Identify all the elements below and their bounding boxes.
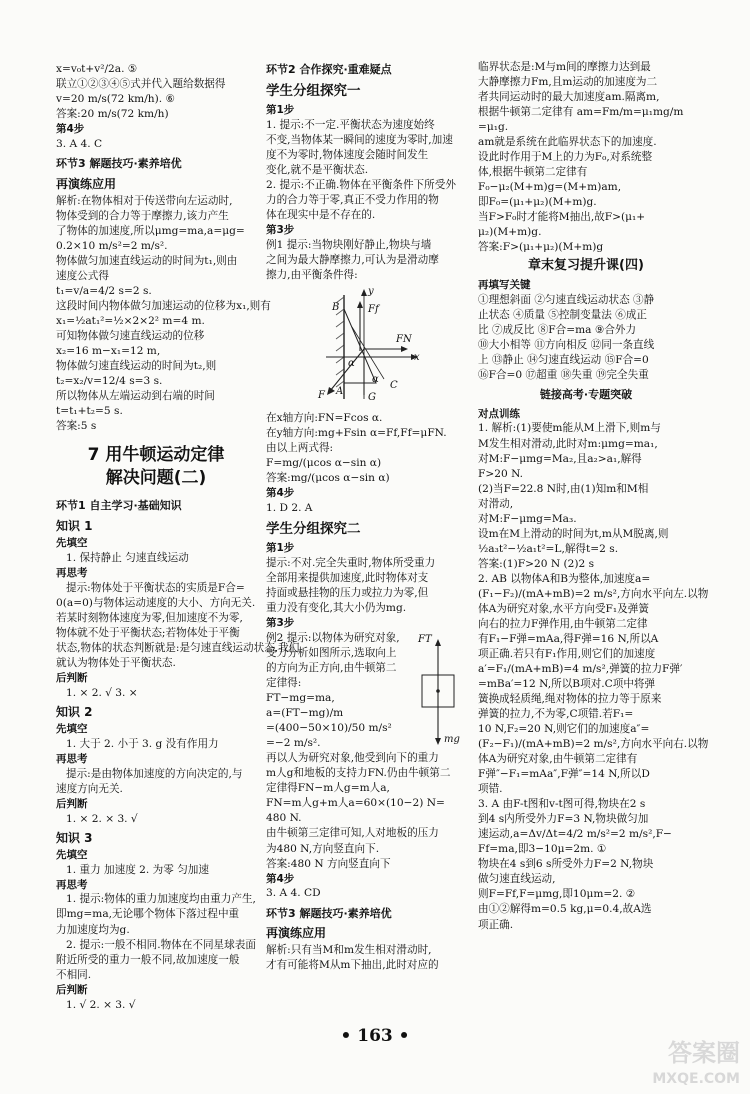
sub-heading: 后判断 <box>56 983 88 996</box>
text-line: 根据牛顿第二定律有 am=Fm/m=μ₁mg/m <box>478 106 684 119</box>
sub-heading: 先填空 <box>56 536 88 549</box>
lesson-title-line-2: 解决问题(二) <box>105 468 207 489</box>
label-b: B <box>332 301 340 313</box>
text-line: =−2 m/s². <box>266 737 321 750</box>
text-line: 由以上两式得: <box>266 441 334 454</box>
text-line: 者共同运动时的最大加速度am.隔离m, <box>478 91 660 104</box>
text-line: (2)当F=22.8 N时,由(1)知m和M相 <box>478 482 649 495</box>
step-label: 第1步 <box>266 542 295 555</box>
text-line: 临界状态是:M与m间的摩擦力达到最 <box>478 61 651 73</box>
text-line: 簧换成轻质绳,绳对物体的拉力等于原来 <box>478 693 662 706</box>
text-line: 为480 N,方向竖直向下. <box>266 842 380 855</box>
text-line: x₁=½at₁²=½×2×2² m=4 m. <box>56 314 205 327</box>
label-mg: mg <box>444 734 460 746</box>
text-line: F弹″−F₁=mAa″,F弹″=14 N,所以D <box>478 768 650 781</box>
text-line: ①理想斜面 ②匀速直线运动状态 ③静 <box>478 293 655 306</box>
section-band: 环节3 解题技巧·素养培优 <box>56 157 182 171</box>
text-line: 的方向为正方向,由牛顿第二 <box>266 662 397 675</box>
text-line: 体,根据牛顿第二定律有 <box>478 166 588 179</box>
text-line: 3. A 4. CD <box>266 887 321 900</box>
text-line: 不变,当物体某一瞬间的速度为零时,加速 <box>266 133 453 146</box>
section-heading: 再演练应用 <box>266 926 327 941</box>
text-line: 不相同. <box>56 968 92 981</box>
label-y: y <box>368 285 374 297</box>
text-line: 即F₀=(μ₁+μ₂)(M+m)g. <box>478 196 597 209</box>
text-line: 物体做匀速直线运动的时间为t₂,则 <box>56 360 217 373</box>
text-line: 例2 提示:以物体为研究对象, <box>266 632 400 645</box>
sub-heading: 再思考 <box>56 566 88 579</box>
text-line: 1. 解析:(1)要使m能从M上滑下,则m与 <box>478 422 661 435</box>
text-line: ½a₃t²−½a₁t²=L,解得t=2 s. <box>478 542 619 555</box>
text-line: m人g和地板的支持力FN.仍由牛顿第二 <box>266 767 451 780</box>
section-subtitle: 链接高考·专题突破 <box>539 387 633 401</box>
text-line: 2. 提示:不正确.物体在平衡条件下所受外 <box>266 178 456 191</box>
text-line: 再以人为研究对象,他受到向下的重力 <box>266 752 439 765</box>
text-line: 例1 提示:当物块刚好静止,物块与墙 <box>266 238 432 251</box>
text-line: 提示:不对.完全失重时,物体所受重力 <box>266 557 436 570</box>
text-line: 即mg=ma,无论哪个物体下落过程中重 <box>56 908 240 921</box>
text-line: 答案:mg/(μcos α−sin α) <box>266 472 390 485</box>
step-label: 第1步 <box>266 103 295 116</box>
text-line: 比 ⑦成反比 ⑧F合=ma ⑨合外力 <box>478 323 637 336</box>
text-line: 物块在4 s到6 s所受外力F=2 N,物块 <box>478 858 654 871</box>
text-line: 答案:20 m/s(72 km/h) <box>56 108 169 121</box>
text-line: t₂=x₂/v=12/4 s=3 s. <box>56 375 163 388</box>
sub-heading: 再思考 <box>56 878 88 891</box>
group-heading: 学生分组探究一 <box>266 82 361 99</box>
text-line: 10 N,F₂=20 N,则它们的加速度a″= <box>478 723 650 736</box>
label-ff: Ff <box>368 303 379 315</box>
column-middle <box>266 62 472 973</box>
text-line: 则F=Ff,F=μmg,即10μm=2. ② <box>478 888 636 901</box>
text-line: 解析:在物体相对于传送带向左运动时, <box>56 194 233 207</box>
label-c: C <box>390 379 398 391</box>
text-line: 体A为研究对象,水平方向受F₁及弹簧 <box>478 602 649 615</box>
label-g: G <box>368 391 376 403</box>
sub-heading: 先填空 <box>56 848 88 861</box>
label-ft: FT <box>418 634 432 646</box>
text-line: =(400−50×10)/50 m/s² <box>266 722 392 735</box>
text-line: F>20 N. <box>478 467 524 480</box>
text-line: 1. × 2. × 3. √ <box>66 812 138 825</box>
text-line: 止状态 ④质量 ⑤控制变量法 ⑥成正 <box>478 308 648 321</box>
text-line: 由①②解得m=0.5 kg,μ=0.4,故A选 <box>478 903 652 916</box>
text-line: 擦力,由平衡条件得: <box>266 268 358 281</box>
text-line: 持面或悬挂物的压力或拉力为零,但 <box>266 587 429 600</box>
step-label: 第3步 <box>266 617 295 630</box>
watermark-site: MXQE.COM <box>652 1071 740 1088</box>
text-line: 在y轴方向:mg+Fsin α=Ff,Ff=μFN. <box>266 426 447 439</box>
text-line: (F₁−F₂)/(mA+mB)=2 m/s²,方向水平向左.以物 <box>478 587 709 600</box>
text-line: a′=F₁/(mA+mB)=4 m/s²,弹簧的拉力F弹′ <box>478 662 683 675</box>
text-line: t₁=v/a=4/2 s=2 s. <box>56 284 152 297</box>
text-line: 体A为研究对象,由牛顿第二定律有 <box>478 753 638 766</box>
text-line: 受力分析如图所示,选取向上 <box>266 647 397 660</box>
text-line: 大静摩擦力Fm,且m运动的加速度为二 <box>478 76 658 89</box>
text-line: 对滑动, <box>478 497 514 510</box>
text-line: M发生相对滑动,此时对m:μmg=ma₁, <box>478 437 658 450</box>
sub-heading: 对点训练 <box>478 407 520 420</box>
label-alpha-2: α <box>372 373 379 385</box>
text-line: x=v₀t+v²/2a. ⑤ <box>56 63 138 75</box>
text-line: a=(FT−mg)/m <box>266 707 344 720</box>
text-line: μ₂)(M+m)g. <box>478 226 542 239</box>
force-diagram-wall <box>266 287 472 407</box>
text-line: 上 ⑬静止 ⑭匀速直线运动 ⑮F合=0 <box>478 353 649 366</box>
text-line: 力的合力等于零,真正不受力作用的物 <box>266 193 439 206</box>
step-label: 第4步 <box>56 123 85 136</box>
section-band: 环节1 自主学习·基础知识 <box>56 499 182 513</box>
text-line: 所以物体从左端运动到右端的时间 <box>56 390 215 403</box>
text-line: 对M:F−μmg=Ma₃. <box>478 512 577 525</box>
text-line: 当F>F₀时才能将M抽出,故F>(μ₁+ <box>478 211 646 224</box>
text-line: 物体受到的合力等于摩擦力,该力产生 <box>56 209 229 222</box>
text-line: =mBa′=12 N,所以B项对.C项中将弹 <box>478 678 656 690</box>
text-line: 1. D 2. A <box>266 501 313 514</box>
step-label: 第4步 <box>266 487 295 500</box>
label-alpha-1: α <box>348 357 355 369</box>
text-line: 联立①②③④⑤式并代入题给数据得 <box>56 78 226 91</box>
text-line: 定律得: <box>266 677 302 690</box>
text-line: Ff=ma,即3−10μ=2m. ① <box>478 843 607 856</box>
label-x: x <box>414 351 420 363</box>
section-band: 环节2 合作探究·重难疑点 <box>266 63 392 76</box>
step-label: 第4步 <box>266 872 295 885</box>
label-fn: FN <box>396 333 412 345</box>
knowledge-heading: 知识 1 <box>56 518 93 533</box>
text-line: 速度方向无关. <box>56 782 123 795</box>
text-line: 2. 提示:一般不相同.物体在不同星球表面 <box>66 938 256 951</box>
sub-heading: 先填空 <box>56 722 88 735</box>
text-line: ⑩大小相等 ⑪方向相反 ⑫同一条直线 <box>478 338 655 351</box>
text-line: 项正确. <box>478 918 514 931</box>
label-a: A <box>336 385 344 397</box>
text-line: 答案:5 s <box>56 420 97 433</box>
text-line: 物体做匀加速直线运动的时间为t₁,则由 <box>56 254 238 267</box>
example-2-text <box>266 631 416 751</box>
force-diagram-box <box>416 633 472 753</box>
label-f: F <box>318 389 325 401</box>
text-line: FN=m人g+m人a=60×(10−2) N= <box>266 797 445 810</box>
text-line: 答案:F>(μ₁+μ₂)(M+m)g <box>478 241 604 254</box>
text-line: 1. √ 2. × 3. √ <box>66 998 136 1011</box>
knowledge-heading: 知识 2 <box>56 704 93 719</box>
text-line: 做匀速直线运动, <box>478 873 556 886</box>
sub-heading: 后判断 <box>56 797 88 810</box>
watermark-brand: 答案圈 <box>668 1039 740 1067</box>
text-line: 项正确.若只有F₁作用,则它们的加速度 <box>478 647 656 660</box>
text-line: 之间为最大静摩擦力,可认为是滑动摩 <box>266 253 439 266</box>
text-line: 3. A 由F-t图和v-t图可得,物块在2 s <box>478 798 646 811</box>
text-line: 到4 s内所受外力F=3 N,物块做匀加 <box>478 813 649 826</box>
text-line: 解析:只有当M和m发生相对滑动时, <box>266 944 432 957</box>
sub-heading: 再填写关键 <box>478 278 531 291</box>
lesson-title <box>56 444 256 490</box>
text-line: 在x轴方向:FN=Fcos α. <box>266 411 383 424</box>
text-line: 向右的拉力F弹作用,由牛顿第二定律 <box>478 617 648 630</box>
text-line: 就认为物体处于平衡状态. <box>56 656 176 669</box>
text-line: 重力没有变化,其大小仍为mg. <box>266 602 407 615</box>
text-line: 物体就不处于平衡状态;若物体处于平衡 <box>56 626 240 639</box>
text-line: 度不为零时,物体速度会随时间发生 <box>266 148 429 161</box>
text-line: 项错. <box>478 783 503 796</box>
step-label: 第3步 <box>266 223 295 236</box>
text-line: 才有可能将M从m下抽出,此时对应的 <box>266 959 439 972</box>
text-line: 1. 提示:物体的重力加速度均由重力产生, <box>66 893 256 906</box>
chapter-title: 章末复习提升课(四) <box>528 258 644 274</box>
text-line: 变化,就不是平衡状态. <box>266 163 369 176</box>
text-line: 可知物体做匀速直线运动的位移 <box>56 329 205 342</box>
text-line: v=20 m/s(72 km/h). ⑥ <box>56 93 175 106</box>
column-right <box>478 60 709 933</box>
sub-heading: 后判断 <box>56 671 88 684</box>
text-line: =μ₁g. <box>478 121 509 134</box>
text-line: 答案:(1)F>20 N (2)2 s <box>478 557 595 570</box>
group-heading: 学生分组探究二 <box>266 520 361 537</box>
text-line: 3. A 4. C <box>56 138 103 151</box>
text-line: 1. 保持静止 匀速直线运动 <box>66 551 189 564</box>
section-heading: 再演练应用 <box>56 176 117 191</box>
text-line: 1. 提示:不一定.平衡状态为速度始终 <box>266 118 435 131</box>
page-number: • 163 • <box>340 1026 410 1046</box>
text-line: 1. × 2. √ 3. × <box>66 686 138 699</box>
text-line: F₀−μ₂(M+m)g=(M+m)am, <box>478 181 622 194</box>
text-line: 提示:是由物体加速度的方向决定的,与 <box>66 767 243 780</box>
formula-line: F=mg/(μcos α−sin α) <box>266 456 382 469</box>
text-line: 了物体的加速度,所以μmg=ma,a=μg= <box>56 224 245 237</box>
example-2-block <box>266 631 472 751</box>
text-line: t=t₁+t₂=5 s. <box>56 405 123 418</box>
text-line: 设m在M上滑动的时间为t,m从M脱离,则 <box>478 527 669 540</box>
knowledge-heading: 知识 3 <box>56 830 93 845</box>
text-line: 0(a=0)与物体运动速度的大小、方向无关. <box>56 596 256 609</box>
text-line: ⑯F合=0 ⑰超重 ⑱失重 ⑲完全失重 <box>478 368 649 381</box>
watermark-logo <box>580 1036 740 1088</box>
text-line: 力加速度均为g. <box>56 923 130 936</box>
text-line: 速运动,a=Δv/Δt=4/2 m/s²=2 m/s²,F− <box>478 828 672 841</box>
text-line: 答案:480 N 方向竖直向下 <box>266 857 391 870</box>
text-line: 弹簧的拉力,不为零,C项错.若F₁= <box>478 708 634 721</box>
text-line: 状态,物体的状态判断就是:是匀速直线运动状态,我们 <box>56 641 300 654</box>
text-line: 定律得FN−m人g=m人a, <box>266 782 390 795</box>
text-line: 480 N. <box>266 812 302 825</box>
sub-heading: 再思考 <box>56 752 88 765</box>
text-line: 1. 大于 2. 小于 3. g 没有作用力 <box>66 737 219 750</box>
text-line: 若某时刻物体速度为零,但加速度不为零, <box>56 611 243 624</box>
text-line: 对M:F−μmg=Ma₂,且a₂>a₁,解得 <box>478 452 642 465</box>
text-line: 1. 重力 加速度 2. 为零 匀加速 <box>66 863 209 876</box>
text-line: FT−mg=ma, <box>266 692 335 705</box>
text-line: (F₂−F₁)/(mA+mB)=2 m/s²,方向水平向右.以物 <box>478 738 709 751</box>
text-line: 全部用来提供加速度,此时物体对支 <box>266 572 429 585</box>
text-line: x₂=16 m−x₁=12 m, <box>56 345 161 358</box>
text-line: 提示:物体处于平衡状态的实质是F合= <box>66 581 245 594</box>
text-line: 速度公式得 <box>56 269 109 282</box>
text-line: 附近所受的重力一般不同,故加速度一般 <box>56 953 240 966</box>
text-line: am就是系统在此临界状态下的加速度. <box>478 136 657 149</box>
text-line: 0.2×10 m/s²=2 m/s². <box>56 239 168 252</box>
text-line: 2. AB 以物体A和B为整体,加速度a= <box>478 572 651 585</box>
text-line: 有F₁−F弹=mAa,得F弹=16 N,所以A <box>478 632 659 645</box>
text-line: 这段时间内物体做匀加速运动的位移为x₁,则有 <box>56 299 271 312</box>
lesson-title-line-1: 7 用牛顿运动定律 <box>87 445 225 466</box>
text-line: 由牛顿第三定律可知,人对地板的压力 <box>266 827 439 840</box>
text-line: 设此时作用于M上的力为F₀,对系统整 <box>478 151 653 164</box>
section-band: 环节3 解题技巧·素养培优 <box>266 906 392 920</box>
text-line: 体在现实中是不存在的. <box>266 208 376 221</box>
